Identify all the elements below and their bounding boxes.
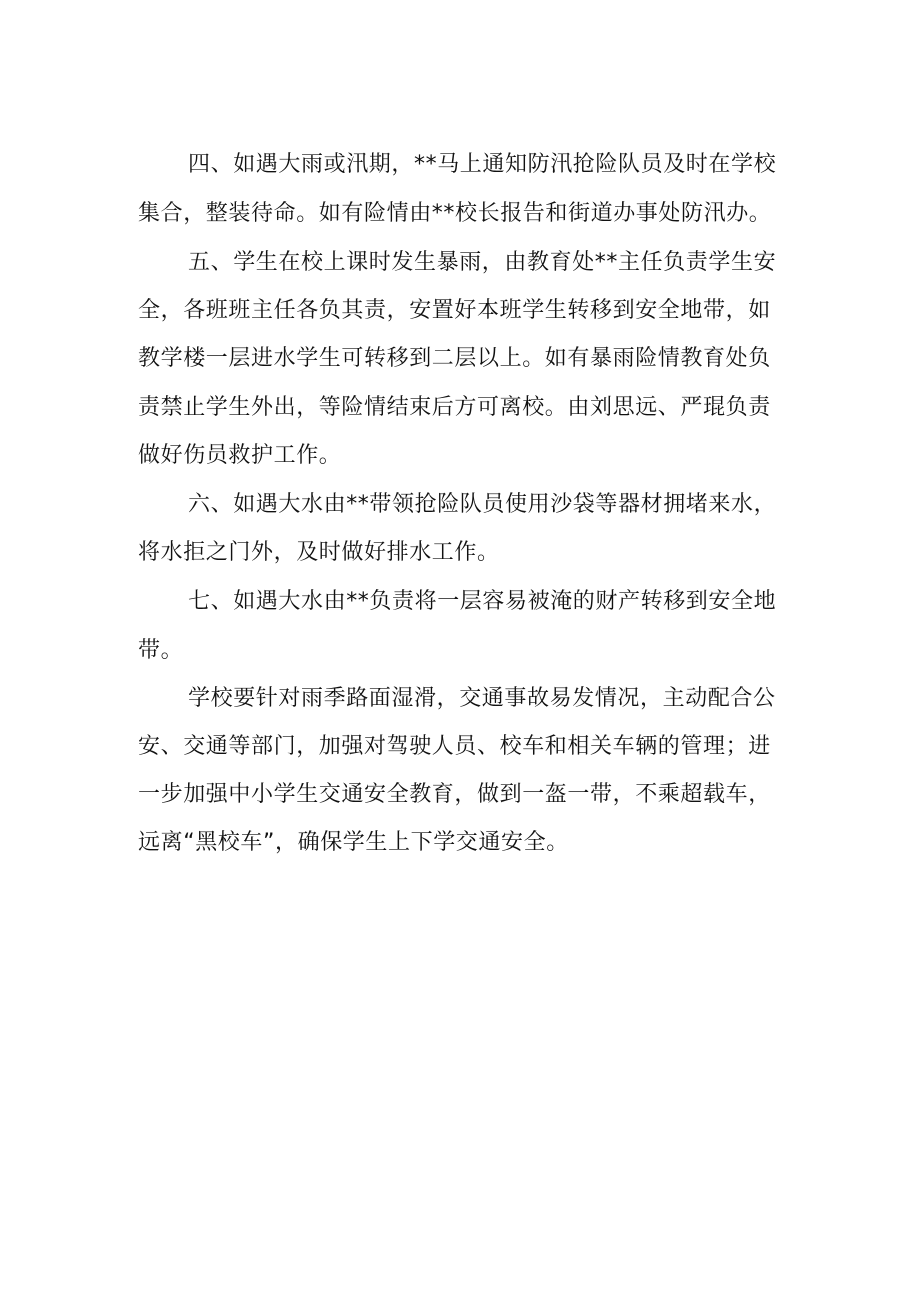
paragraph-6-line-2: 将水拒之门外，及时做好排水工作。 — [138, 540, 500, 565]
paragraph-5-line-4: 责禁止学生外出，等险情结束后方可离校。由刘思远、严琨负责 — [138, 395, 771, 420]
paragraph-4-line-1: 四、如遇大雨或汛期，**马上通知防汛抢险队员及时在学校 — [188, 152, 777, 177]
paragraph-7-line-1: 七、如遇大水由**负责将一层容易被淹的财产转移到安全地 — [188, 589, 777, 614]
paragraph-8-line-2: 安、交通等部门，加强对驾驶人员、校车和相关车辆的管理；进 — [138, 734, 771, 759]
paragraph-5-line-2: 全，各班班主任各负其责，安置好本班学生转移到安全地带，如 — [138, 298, 771, 323]
paragraph-8-line-3: 一步加强中小学生交通安全教育，做到一盔一带，不乘超载车， — [138, 782, 771, 807]
paragraph-5-line-3: 教学楼一层进水学生可转移到二层以上。如有暴雨险情教育处负 — [138, 346, 771, 371]
paragraph-7-line-2: 带。 — [138, 638, 184, 663]
paragraph-4-line-2: 集合，整装待命。如有险情由**校长报告和街道办事处防汛办。 — [138, 201, 772, 226]
paragraph-5-line-5: 做好伤员救护工作。 — [138, 443, 342, 468]
paragraph-5-line-1: 五、学生在校上课时发生暴雨，由教育处**主任负责学生安 — [188, 250, 777, 275]
paragraph-8-line-4: 远离“黑校车”，确保学生上下学交通安全。 — [138, 830, 569, 855]
paragraph-8-line-1: 学校要针对雨季路面湿滑，交通事故易发情况，主动配合公 — [188, 686, 776, 711]
paragraph-6-line-1: 六、如遇大水由**带领抢险队员使用沙袋等器材拥堵来水， — [188, 492, 777, 517]
